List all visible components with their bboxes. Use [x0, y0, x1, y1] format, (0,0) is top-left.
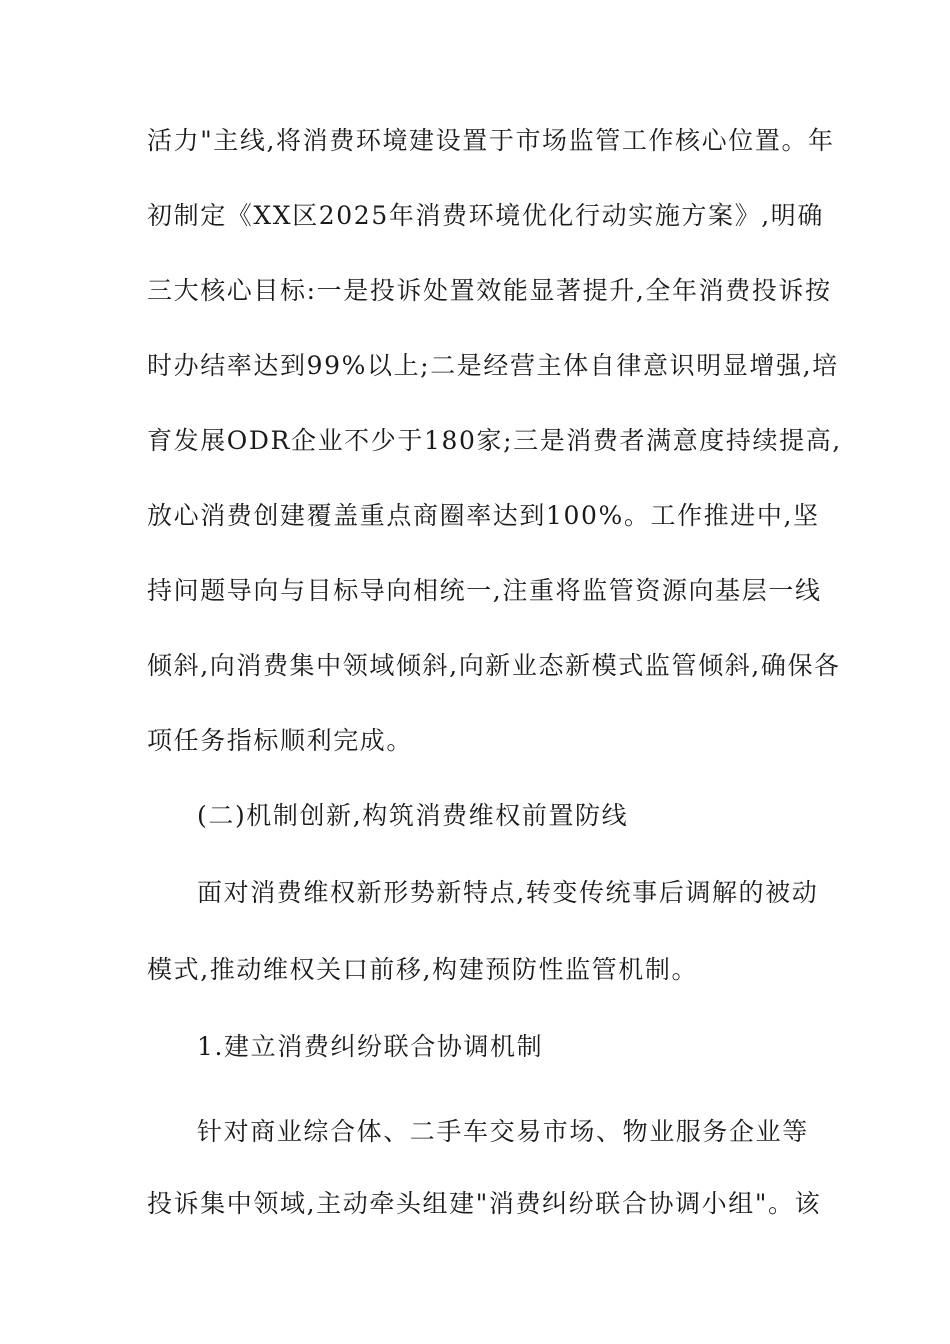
paragraph-line: 倾斜,向消费集中领域倾斜,向新业态新模式监管倾斜,确保各 — [147, 651, 841, 680]
section-heading: (二)机制创新,构筑消费维权前置防线 — [197, 801, 629, 830]
paragraph-line: 初制定《XX区2025年消费环境优化行动实施方案》,明确 — [147, 201, 824, 230]
paragraph-line: 面对消费维权新形势新特点,转变传统事后调解的被动 — [197, 878, 819, 907]
paragraph-line: 模式,推动维权关口前移,构建预防性监管机制。 — [147, 955, 699, 984]
paragraph-line: 放心消费创建覆盖重点商圈率达到100%。工作推进中,坚 — [147, 501, 820, 530]
paragraph-line: 活力"主线,将消费环境建设置于市场监管工作核心位置。年 — [147, 126, 835, 155]
paragraph-line: 投诉集中领域,主动牵头组建"消费纠纷联合协调小组"。该 — [147, 1189, 822, 1218]
paragraph-line: 持问题导向与目标导向相统一,注重将监管资源向基层一线 — [147, 576, 822, 605]
paragraph-line: 针对商业综合体、二手车交易市场、物业服务企业等 — [197, 1117, 809, 1146]
paragraph-line: 三大核心目标:一是投诉处置效能显著提升,全年消费投诉按 — [147, 276, 832, 305]
subsection-heading: 1.建立消费纠纷联合协调机制 — [197, 1032, 544, 1061]
paragraph-line: 时办结率达到99%以上;二是经营主体自律意识明显增强,培 — [147, 351, 839, 380]
paragraph-line: 育发展ODR企业不少于180家;三是消费者满意度持续提高, — [147, 426, 842, 455]
paragraph-line: 项任务指标顺利完成。 — [147, 726, 414, 755]
